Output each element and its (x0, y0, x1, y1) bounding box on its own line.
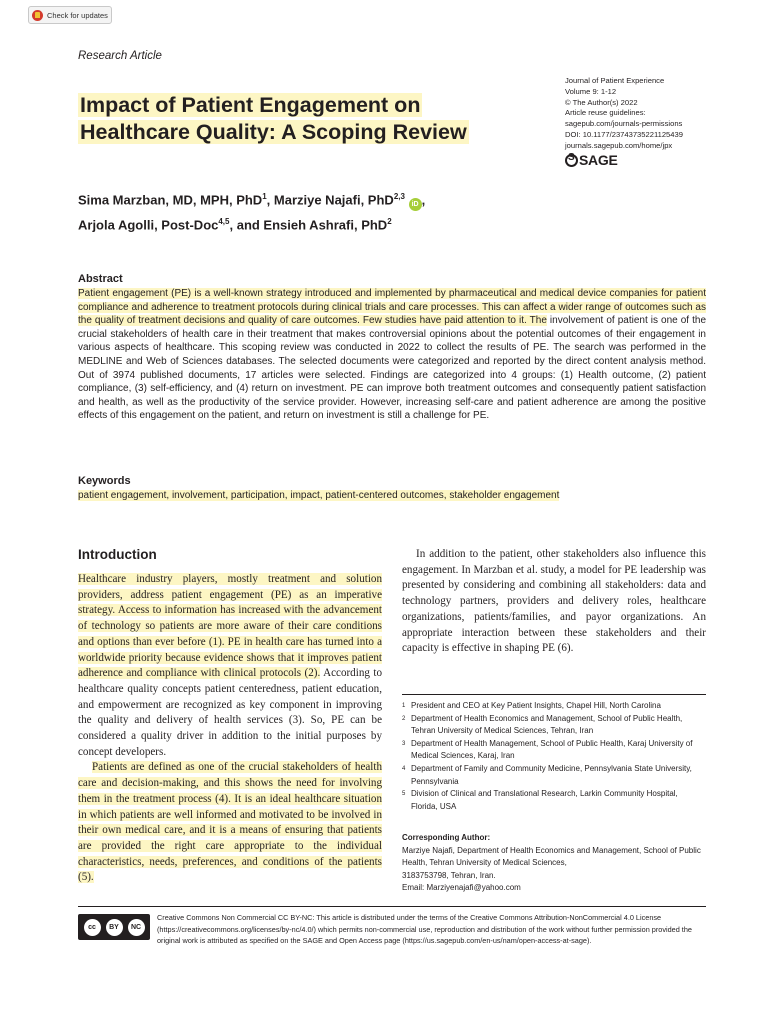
affiliation-item (402, 763, 706, 788)
author-list (78, 186, 558, 236)
affiliation-text: Department of Health Economics and Management, School of Public Health, Tehran University of Medical Sciences, Tehran, Iran (411, 713, 683, 736)
journal-volume: Volume 9: 1-12 (565, 86, 617, 96)
keywords-section (78, 475, 706, 503)
affiliation-item (402, 738, 706, 763)
corresponding-label: Corresponding Author: (402, 833, 491, 842)
author-4-affil: 2 (387, 217, 392, 227)
sage-logo (565, 151, 755, 168)
affiliation-text: Division of Clinical and Translational Research, Larkin Community Hospital, Florida, USA (411, 789, 678, 811)
author-2-affil: 2,3 (393, 192, 405, 201)
by-icon: BY (106, 919, 123, 936)
orcid-icon[interactable]: iD (409, 198, 422, 211)
check-for-updates-button[interactable] (28, 6, 112, 24)
corresponding-address: Marziye Najafi, Department of Health Economics and Management, School of Public Health, Tehran University of Medical Sciences, (402, 845, 701, 868)
affiliation-item (402, 788, 706, 813)
sage-mark-icon (565, 154, 578, 167)
bookmark-icon (32, 10, 43, 21)
abstract-rest: involvement of patient is one of the crucial stakeholders of health care in their treatment that makes controversial opinions about the potential outcomes of their engagement in various aspects of healthcare. This scoping review was conducted in 2022 to collect the results of PE. The search was performed in the MEDLINE and Web of Sciences databases. The selected documents were categorized and reported by the direct content analysis method. Out of 3974 published documents, 17 articles were selected. Findings are categorized into 4 groups: (1) Health outcome, (2) patient compliance, (3) self-efficiency, and (4) return on investment. PE can improve both treatment outcomes and consequently patient satisfaction and health, as well as the productivity of the service provider. However, increasing self-care and patient adherence are among the positive effects of this engagement on the patient, and return on investment is still a challenge for PE. (78, 315, 707, 422)
article-type: Research Article (78, 50, 162, 62)
license-text: Creative Commons Non Commercial CC BY-NC: This article is distributed under the terms of the Creative Commons Attribution-NonCommercial 4.0 License (https://creativecommons.org/licenses/by-nc/4.0/) which permits non-commercial use, reproduction and distribution of the work without further permission provided the original work is attributed as specified on the SAGE and Open Access page (https://us.sagepub.com/en-us/nam/open-access-at-sage). (157, 913, 692, 945)
introduction-heading: Introduction (78, 547, 157, 562)
keywords-list: patient engagement, involvement, participation, impact, patient-centered outcomes, stakeholder engagement (78, 490, 560, 501)
affiliations-list (402, 700, 706, 813)
copyright: © The Author(s) 2022 (565, 97, 638, 107)
author-3-affil: 4,5 (218, 217, 230, 227)
affiliation-text: President and CEO at Key Patient Insights, Chapel Hill, North Carolina (411, 701, 661, 710)
abstract-body (78, 287, 706, 423)
affiliation-number: 5 (402, 791, 406, 798)
affiliation-text: Department of Family and Community Medicine, Pennsylvania State University, Pennsylvania (411, 763, 692, 786)
journal-info (565, 76, 755, 167)
journal-home-link[interactable]: journals.sagepub.com/home/jpx (565, 140, 673, 150)
author-1: Sima Marzban, MD, MPH, PhD (78, 192, 263, 208)
nc-icon: NC (128, 919, 145, 936)
intro-p2-highlighted: Patients are defined as one of the crucial stakeholders of health care and decision-making, and this shows the need for involving them in the treatment process (4). It is an ideal healthcare situation in which patients are well informed and motivated to be involved in their own medical care, and it is a means of ensuring that patients are provided the right care appropriate to the individual characteristics, needs, preferences, and conditions of the patients (5). (78, 761, 382, 884)
affiliation-text: Department of Health Management, School of Public Health, Karaj University of Medical Sciences, Karaj, Iran (411, 738, 693, 761)
affiliation-item (402, 713, 706, 738)
author-4: , and Ensieh Ashrafi, PhD (229, 217, 388, 233)
author-2: , Marziye Najafi, PhD (266, 192, 394, 208)
abstract-heading: Abstract (78, 273, 123, 285)
left-column (78, 547, 382, 886)
author-3: Arjola Agolli, Post-Doc (78, 217, 219, 233)
keywords-body (78, 489, 706, 503)
intro-paragraph-3: In addition to the patient, other stakeholders also influence this engagement. In Marzban et al. study, a model for PE leadership was presented by considering and combining all stakeholders: data and technology partners, providers and delivery roles, healthcare organizations, patients/families, and payor organizations. An appropriate interaction between these stakeholders and their capacity is effective in shaping PE (6). (402, 548, 706, 655)
author-1-affil: 1 (262, 192, 267, 201)
license-divider (78, 906, 706, 907)
doi[interactable]: DOI: 10.1177/23743735221125439 (565, 129, 683, 139)
affiliation-number: 4 (402, 765, 406, 772)
abstract-highlighted: Patient engagement (PE) is a well-known strategy introduced and implemented by pharmaceutical and medical device companies for patient compliance and adherence to treatment protocols during clinical trials and care processes. This can affect a wider range of outcomes such as the quality of treatment decisions and quality of care outcomes. Few studies have paid attention to it. The (78, 288, 706, 327)
journal-name: Journal of Patient Experience (565, 76, 665, 85)
affiliation-number: 3 (402, 740, 406, 747)
affiliation-item (402, 700, 706, 713)
intro-p1-highlighted: Healthcare industry players, mostly treatment and solution providers, address patient engagement (PE) as an imperative strategy. Access to information has increased with the advancement of technology so patients are more aware of their care conditions and options than ever before (1). PE in health care has turned into a worldwide priority because evidence shows that it improves patient adherence and compliance with clinical protocols (2). (78, 573, 382, 680)
keywords-heading: Keywords (78, 475, 131, 487)
abstract-section (78, 273, 706, 423)
author-2-comma: , (421, 192, 426, 208)
intro-p1-rest: According to healthcare quality concepts patient centeredness, patient education, and empowerment are recognized as key component in improving the quality and delivery of health services (3). So, PE can be considered a quality driver in addition to the initial purposes by concept developers. (78, 667, 382, 758)
title-line-2: Healthcare Quality: A Scoping Review (80, 120, 467, 144)
affiliation-number: 1 (402, 703, 406, 709)
corresponding-author (402, 832, 706, 895)
intro-paragraph-2 (78, 760, 382, 886)
intro-paragraph-1 (78, 572, 382, 760)
reuse-label: Article reuse guidelines: (565, 108, 646, 118)
right-column (402, 547, 706, 657)
reuse-link[interactable]: sagepub.com/journals-permissions (565, 119, 683, 129)
cc-icon: cc (84, 919, 101, 936)
sage-logo-text: SAGE (579, 151, 618, 168)
affiliation-number: 2 (402, 715, 406, 722)
article-title (78, 92, 498, 146)
corresponding-city: 3183753798, Tehran, Iran. (402, 870, 496, 880)
cc-license-badge[interactable] (78, 914, 150, 940)
affiliations-divider (402, 694, 706, 695)
corresponding-email[interactable]: Email: Marziyenajafi@yahoo.com (402, 883, 521, 893)
check-updates-label: Check for updates (47, 10, 108, 20)
title-line-1: Impact of Patient Engagement on (80, 93, 421, 117)
